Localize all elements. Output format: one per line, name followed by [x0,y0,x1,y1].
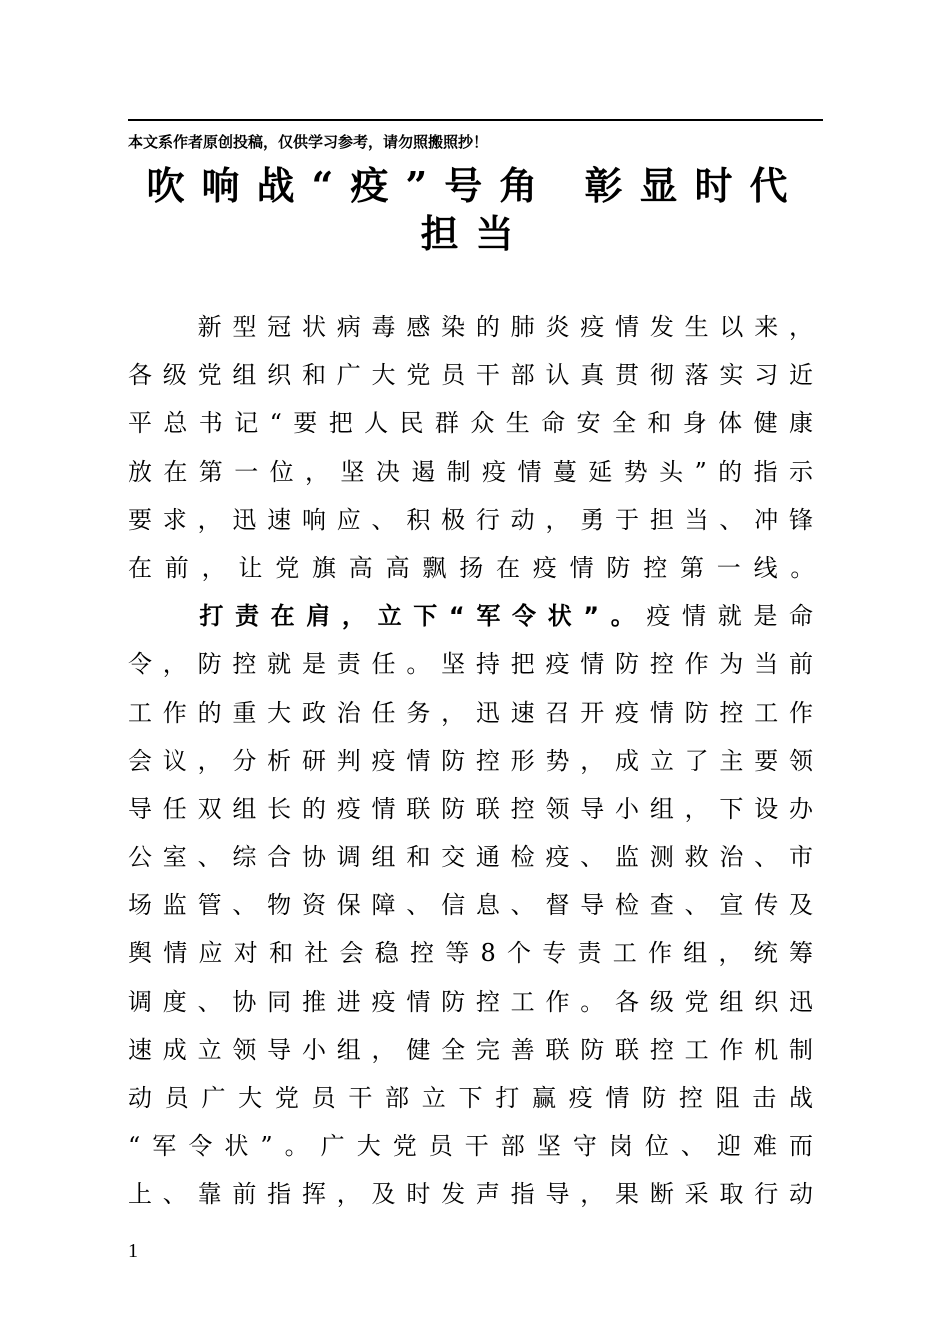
body-line: 速成立领导小组，健全完善联防联控工作机制 [128,1035,813,1064]
body-line: 工作的重大政治任务，迅速召开疫情防控工作 [128,698,813,727]
article-title-line-1: 吹响战“疫”号角 彰显时代 [146,163,805,208]
body-line: 动员广大党员干部立下打赢疫情防控阻击战 [128,1084,813,1112]
body-line: “军令状”。广大党员干部坚守岗位、迎难而 [128,1132,813,1161]
body-line: 场监管、物资保障、信息、督导检查、宣传及 [128,891,813,920]
body-line: 公室、综合协调组和交通检疫、监测救治、市 [128,843,813,872]
body-line: 令，防控就是责任。坚持把疫情防控作为当前 [128,650,813,679]
paragraph-2-first-line [128,592,813,640]
body-line: 放在第一位，坚决遏制疫情蔓延势头”的指示 [128,457,813,486]
body-line: 在前，让党旗高高飘扬在疫情防控第一线。 [128,553,828,582]
article-title-line-2: 担当 [420,211,531,256]
body-line: 舆情应对和社会稳控等8个专责工作组，统筹 [128,939,813,968]
paragraph-heading: 打责在肩，立下“军令状”。 [199,602,647,631]
body-line: 会议，分析研判疫情防控形势，成立了主要领 [128,746,813,775]
copyright-notice: 本文系作者原创投稿，仅供学习参考，请勿照搬照抄！ [128,133,489,151]
body-line: 要求，迅速响应、积极行动，勇于担当、冲锋 [128,505,813,534]
body-line: 导任双组长的疫情联防联控领导小组，下设办 [128,794,813,823]
body-line: 调度、协同推进疫情防控工作。各级党组织迅 [128,987,813,1016]
article-body [128,303,828,1219]
body-line: 平总书记“要把人民群众生命安全和身体健康 [128,409,813,438]
header-rule [128,119,823,121]
body-line: 新型冠状病毒感染的肺炎疫情发生以来， [128,313,813,341]
body-line: 各级党组织和广大党员干部认真贯彻落实习近 [128,361,813,390]
page-number: 1 [128,1240,138,1262]
paragraph-text: 疫情就是命 [646,602,814,631]
body-line: 上、靠前指挥，及时发声指导，果断采取行动 [128,1180,813,1209]
